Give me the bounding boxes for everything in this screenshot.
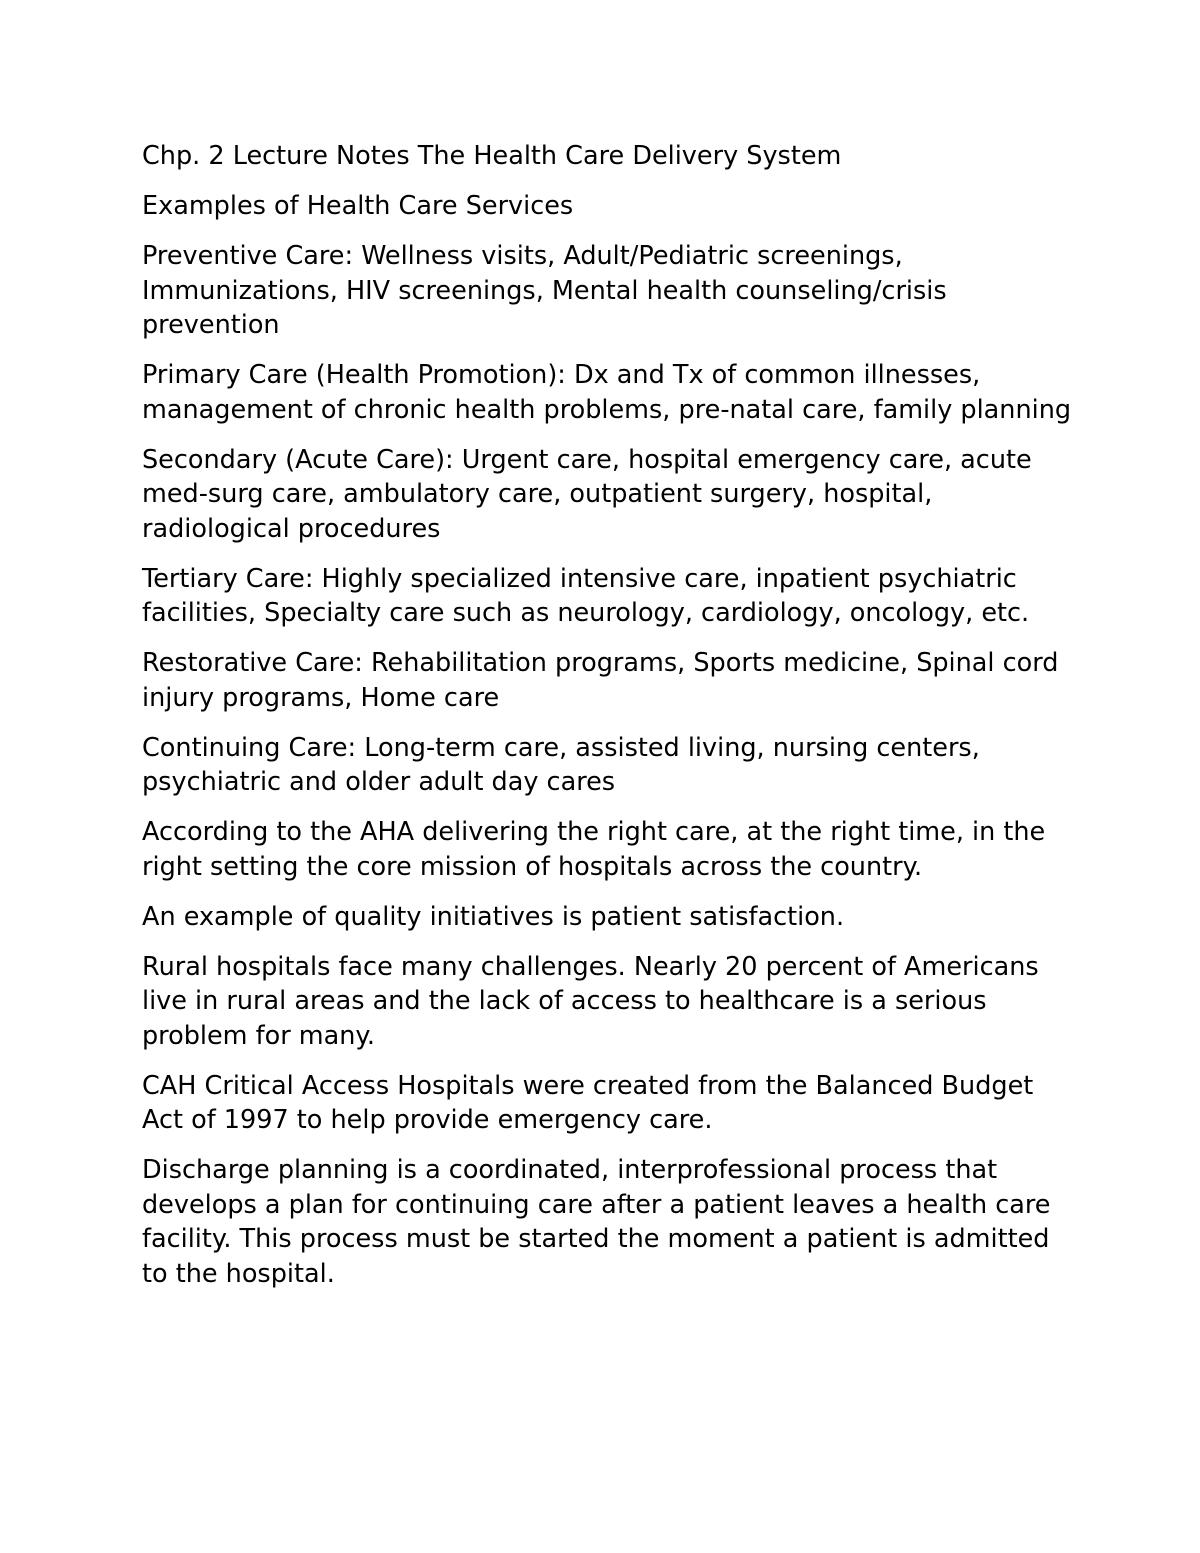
paragraph-tertiary-care: Tertiary Care: Highly specialized intensive care, inpatient psychiatric facilities, Specialty care such as neurology, cardiology, oncology, etc. bbox=[142, 563, 1030, 628]
paragraph-discharge-planning: Discharge planning is a coordinated, interprofessional process that develops a plan for continuing care after a patient leaves a health care facility. This process must be started the moment a patient is admitted to the hospital. bbox=[142, 1155, 1051, 1289]
paragraph-continuing-care: Continuing Care: Long-term care, assisted living, nursing centers, psychiatric and older adult day cares bbox=[142, 732, 980, 797]
paragraph-quality-initiatives: An example of quality initiatives is patient satisfaction. bbox=[142, 901, 845, 932]
paragraph-aha-mission: According to the AHA delivering the right care, at the right time, in the right setting the core mission of hospitals across the country. bbox=[142, 817, 1046, 882]
paragraph-critical-access-hospitals: CAH Critical Access Hospitals were created from the Balanced Budget Act of 1997 to help provide emergency care. bbox=[142, 1070, 1034, 1135]
paragraph-secondary-care: Secondary (Acute Care): Urgent care, hospital emergency care, acute med-surg care, ambulatory care, outpatient surgery, hospital, radiological procedures bbox=[142, 444, 1032, 544]
paragraph-restorative-care: Restorative Care: Rehabilitation programs, Sports medicine, Spinal cord injury programs, Home care bbox=[142, 648, 1059, 713]
paragraph-rural-hospitals: Rural hospitals face many challenges. Nearly 20 percent of Americans live in rural areas and the lack of access to healthcare is a serious problem for many. bbox=[142, 951, 1039, 1051]
paragraph-primary-care: Primary Care (Health Promotion): Dx and Tx of common illnesses, management of chronic health problems, pre-natal care, family planning bbox=[142, 360, 1072, 425]
paragraph-services-heading: Examples of Health Care Services bbox=[142, 191, 574, 221]
paragraph-preventive-care: Preventive Care: Wellness visits, Adult/Pediatric screenings, Immunizations, HIV screenings, Mental health counseling/crisis prevention bbox=[142, 241, 947, 340]
document-title: Chp. 2 Lecture Notes The Health Care Delivery System bbox=[142, 141, 842, 171]
document-body bbox=[142, 139, 1072, 1307]
